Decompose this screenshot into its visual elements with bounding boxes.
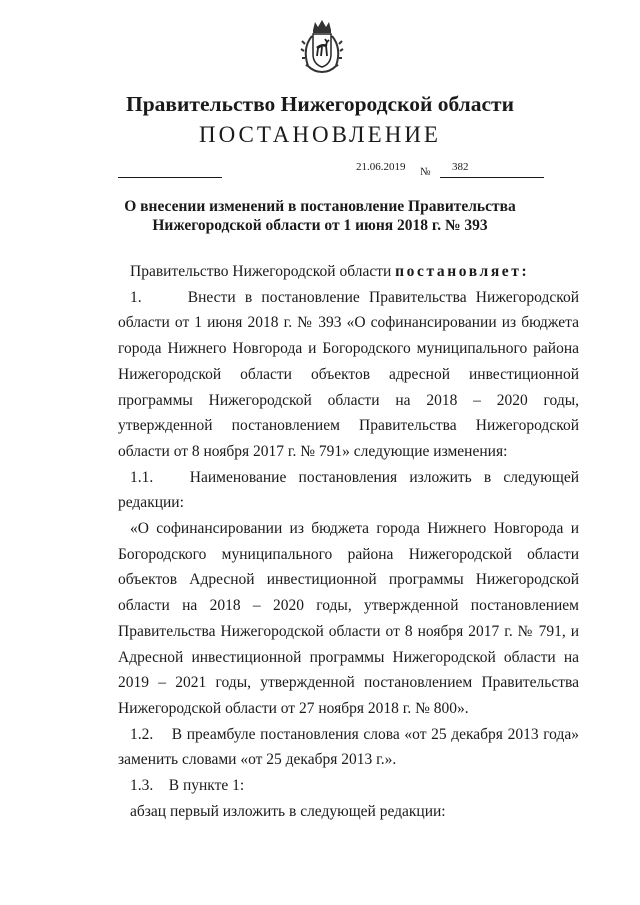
document-title: [100, 197, 540, 235]
quoted-title: «О софинансировании из бюджета города Нижнего Новгорода и Богородского муниципального района Нижегородской области объектов Адресной инвестиционной программы Нижегородской области на 2018 – 2020 годы, утвержденной постановлением Правительства Нижегородской области от 8 ноября 2017 г. № 791, и Адресной инвестиционной программы Нижегородской области на 2019 – 2021 годы, утвержденной постановлением Правительства Нижегородской области от 27 ноября 2018 г. № 800».: [118, 520, 579, 717]
organization-name: Правительство Нижегородской области: [126, 92, 514, 116]
document-number: 382: [452, 161, 469, 173]
title-line-1: О внесении изменений в постановление Правительства: [124, 198, 516, 215]
item-1-number: 1.: [130, 288, 142, 306]
item-1-1-text: Наименование постановления изложить в следующей редакции:: [118, 468, 579, 512]
item-1-2: [118, 722, 579, 773]
intro-paragraph: [118, 259, 579, 285]
document-type: ПОСТАНОВЛЕНИЕ: [199, 122, 441, 147]
item-1-1-number: 1.1.: [130, 468, 154, 486]
item-1-3-text: В пункте 1:: [168, 777, 245, 795]
coat-of-arms-emblem: [300, 18, 344, 74]
date-underline-left: [118, 177, 222, 178]
item-1-text: Внести в постановление Правительства Нижегородской области от 1 июня 2018 г. № 393 «О софинансировании из бюджета города Нижнего Новгорода и Богородского муниципального района Нижегородской области объектов адресной инвестиционной программы Нижегородской области на 2018 – 2020 годы, утвержденной постановлением Правительства Нижегородской области от 8 ноября 2017 г. № 791» следующие изменения:: [118, 288, 580, 460]
title-line-2: Нижегородской области от 1 июня 2018 г. № 393: [152, 217, 488, 234]
number-underline: [440, 177, 544, 178]
document-body: [118, 259, 579, 824]
item-1: [118, 285, 579, 465]
intro-verb: постановляет:: [395, 263, 530, 280]
item-1-2-text: В преамбуле постановления слова «от 25 декабря 2013 года» заменить словами «от 25 декабря 2013 г.».: [118, 725, 579, 769]
intro-prefix: Правительство Нижегородской области: [130, 263, 392, 280]
item-1-1: [118, 465, 579, 516]
item-1-3-number: 1.3.: [130, 777, 154, 795]
last-paragraph: абзац первый изложить в следующей редакции:: [130, 802, 446, 820]
number-sign: №: [420, 166, 431, 178]
item-1-3: [118, 773, 579, 799]
item-1-2-number: 1.2.: [130, 725, 154, 743]
document-date: 21.06.2019: [356, 161, 406, 173]
